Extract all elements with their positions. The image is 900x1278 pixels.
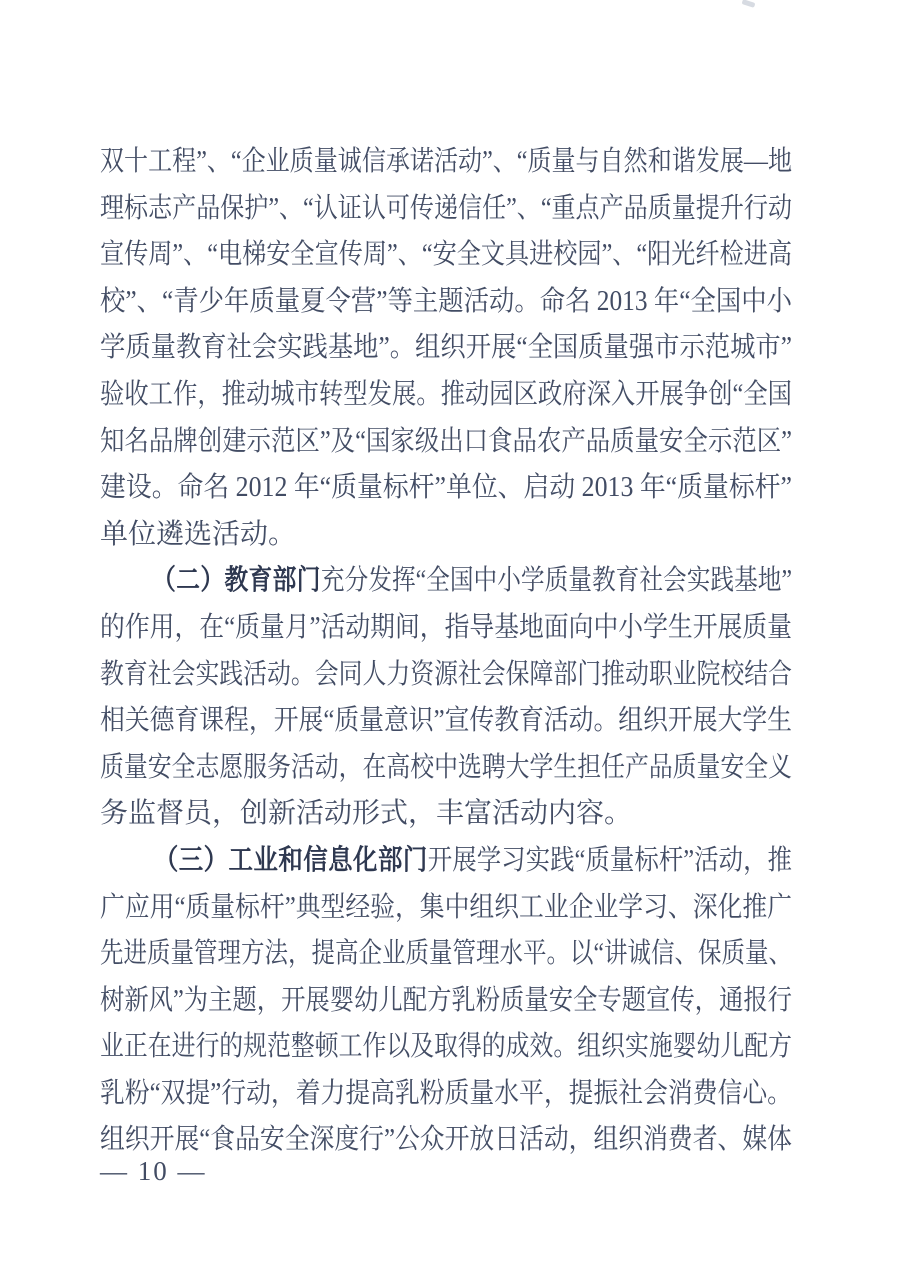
text-line bbox=[100, 791, 792, 838]
text-line bbox=[100, 558, 792, 605]
section-heading: （三）工业和信息化部门 bbox=[153, 844, 428, 876]
line-text: 先进质量管理方法，提高企业质量管理水平。以“讲诚信、保质量、 bbox=[100, 938, 792, 970]
text-line bbox=[100, 745, 792, 792]
text-line bbox=[100, 419, 792, 466]
section-heading: （二）教育部门 bbox=[152, 565, 321, 597]
text-line bbox=[100, 1024, 792, 1071]
line-text: 教育社会实践活动。会同人力资源社会保障部门推动职业院校结合 bbox=[100, 658, 792, 690]
line-text: 乳粉“双提”行动，着力提高乳粉质量水平，提振社会消费信心。 bbox=[100, 1077, 792, 1109]
text-line bbox=[100, 465, 792, 512]
line-text: 知名品牌创建示范区”及“国家级出口食品农产品质量安全示范区” bbox=[100, 425, 792, 457]
line-text: 宣传周”、“电梯安全宣传周”、“安全文具进校园”、“阳光纤检进高 bbox=[100, 239, 792, 271]
line-text: 相关德育课程，开展“质量意识”宣传教育活动。组织开展大学生 bbox=[100, 705, 792, 737]
text-line bbox=[100, 605, 792, 652]
line-text: 广应用“质量标杆”典型经验，集中组织工业企业学习、深化推广 bbox=[100, 891, 792, 923]
line-text: 验收工作，推动城市转型发展。推动园区政府深入开展争创“全国 bbox=[100, 378, 792, 410]
text-line bbox=[100, 325, 792, 372]
text-line bbox=[100, 698, 792, 745]
text-line bbox=[100, 652, 792, 699]
line-text: 充分发挥“全国中小学质量教育社会实践基地” bbox=[320, 565, 792, 597]
page-number: — 10 — bbox=[100, 1156, 207, 1186]
line-text: 开展学习实践“质量标杆”活动，推 bbox=[427, 844, 792, 876]
line-text: 组织开展“食品安全深度行”公众开放日活动，组织消费者、媒体 bbox=[100, 1124, 792, 1156]
scan-artifact bbox=[742, 0, 756, 8]
line-text: 理标志产品保护”、“认证认可传递信任”、“重点产品质量提升行动 bbox=[100, 192, 792, 224]
line-text: 树新风”为主题，开展婴幼儿配方乳粉质量安全专题宣传，通报行 bbox=[100, 984, 792, 1016]
text-line bbox=[100, 838, 792, 885]
text-line bbox=[100, 1071, 792, 1118]
line-text: 业正在进行的规范整顿工作以及取得的成效。组织实施婴幼儿配方 bbox=[100, 1031, 792, 1063]
text-line bbox=[100, 232, 792, 279]
text-line bbox=[100, 931, 792, 978]
line-text: 务监督员，创新活动形式，丰富活动内容。 bbox=[100, 798, 633, 830]
text-line bbox=[100, 279, 792, 326]
text-line bbox=[100, 885, 792, 932]
line-text: 单位遴选活动。 bbox=[100, 518, 297, 550]
text-line bbox=[100, 372, 792, 419]
line-text: 建设。命名 2012 年“质量标杆”单位、启动 2013 年“质量标杆” bbox=[100, 472, 792, 504]
text-line bbox=[100, 139, 792, 186]
line-text: 校”、“青少年质量夏令营”等主题活动。命名 2013 年“全国中小 bbox=[100, 285, 792, 317]
line-text: 质量安全志愿服务活动，在高校中选聘大学生担任产品质量安全义 bbox=[100, 751, 792, 783]
text-block bbox=[100, 139, 792, 1164]
text-line bbox=[100, 186, 792, 233]
text-line bbox=[100, 512, 792, 559]
text-line bbox=[100, 978, 792, 1025]
line-text: 学质量教育社会实践基地”。组织开展“全国质量强市示范城市” bbox=[100, 332, 792, 364]
line-text: 的作用，在“质量月”活动期间，指导基地面向中小学生开展质量 bbox=[100, 611, 792, 643]
line-text: 双十工程”、“企业质量诚信承诺活动”、“质量与自然和谐发展—地 bbox=[100, 146, 792, 177]
